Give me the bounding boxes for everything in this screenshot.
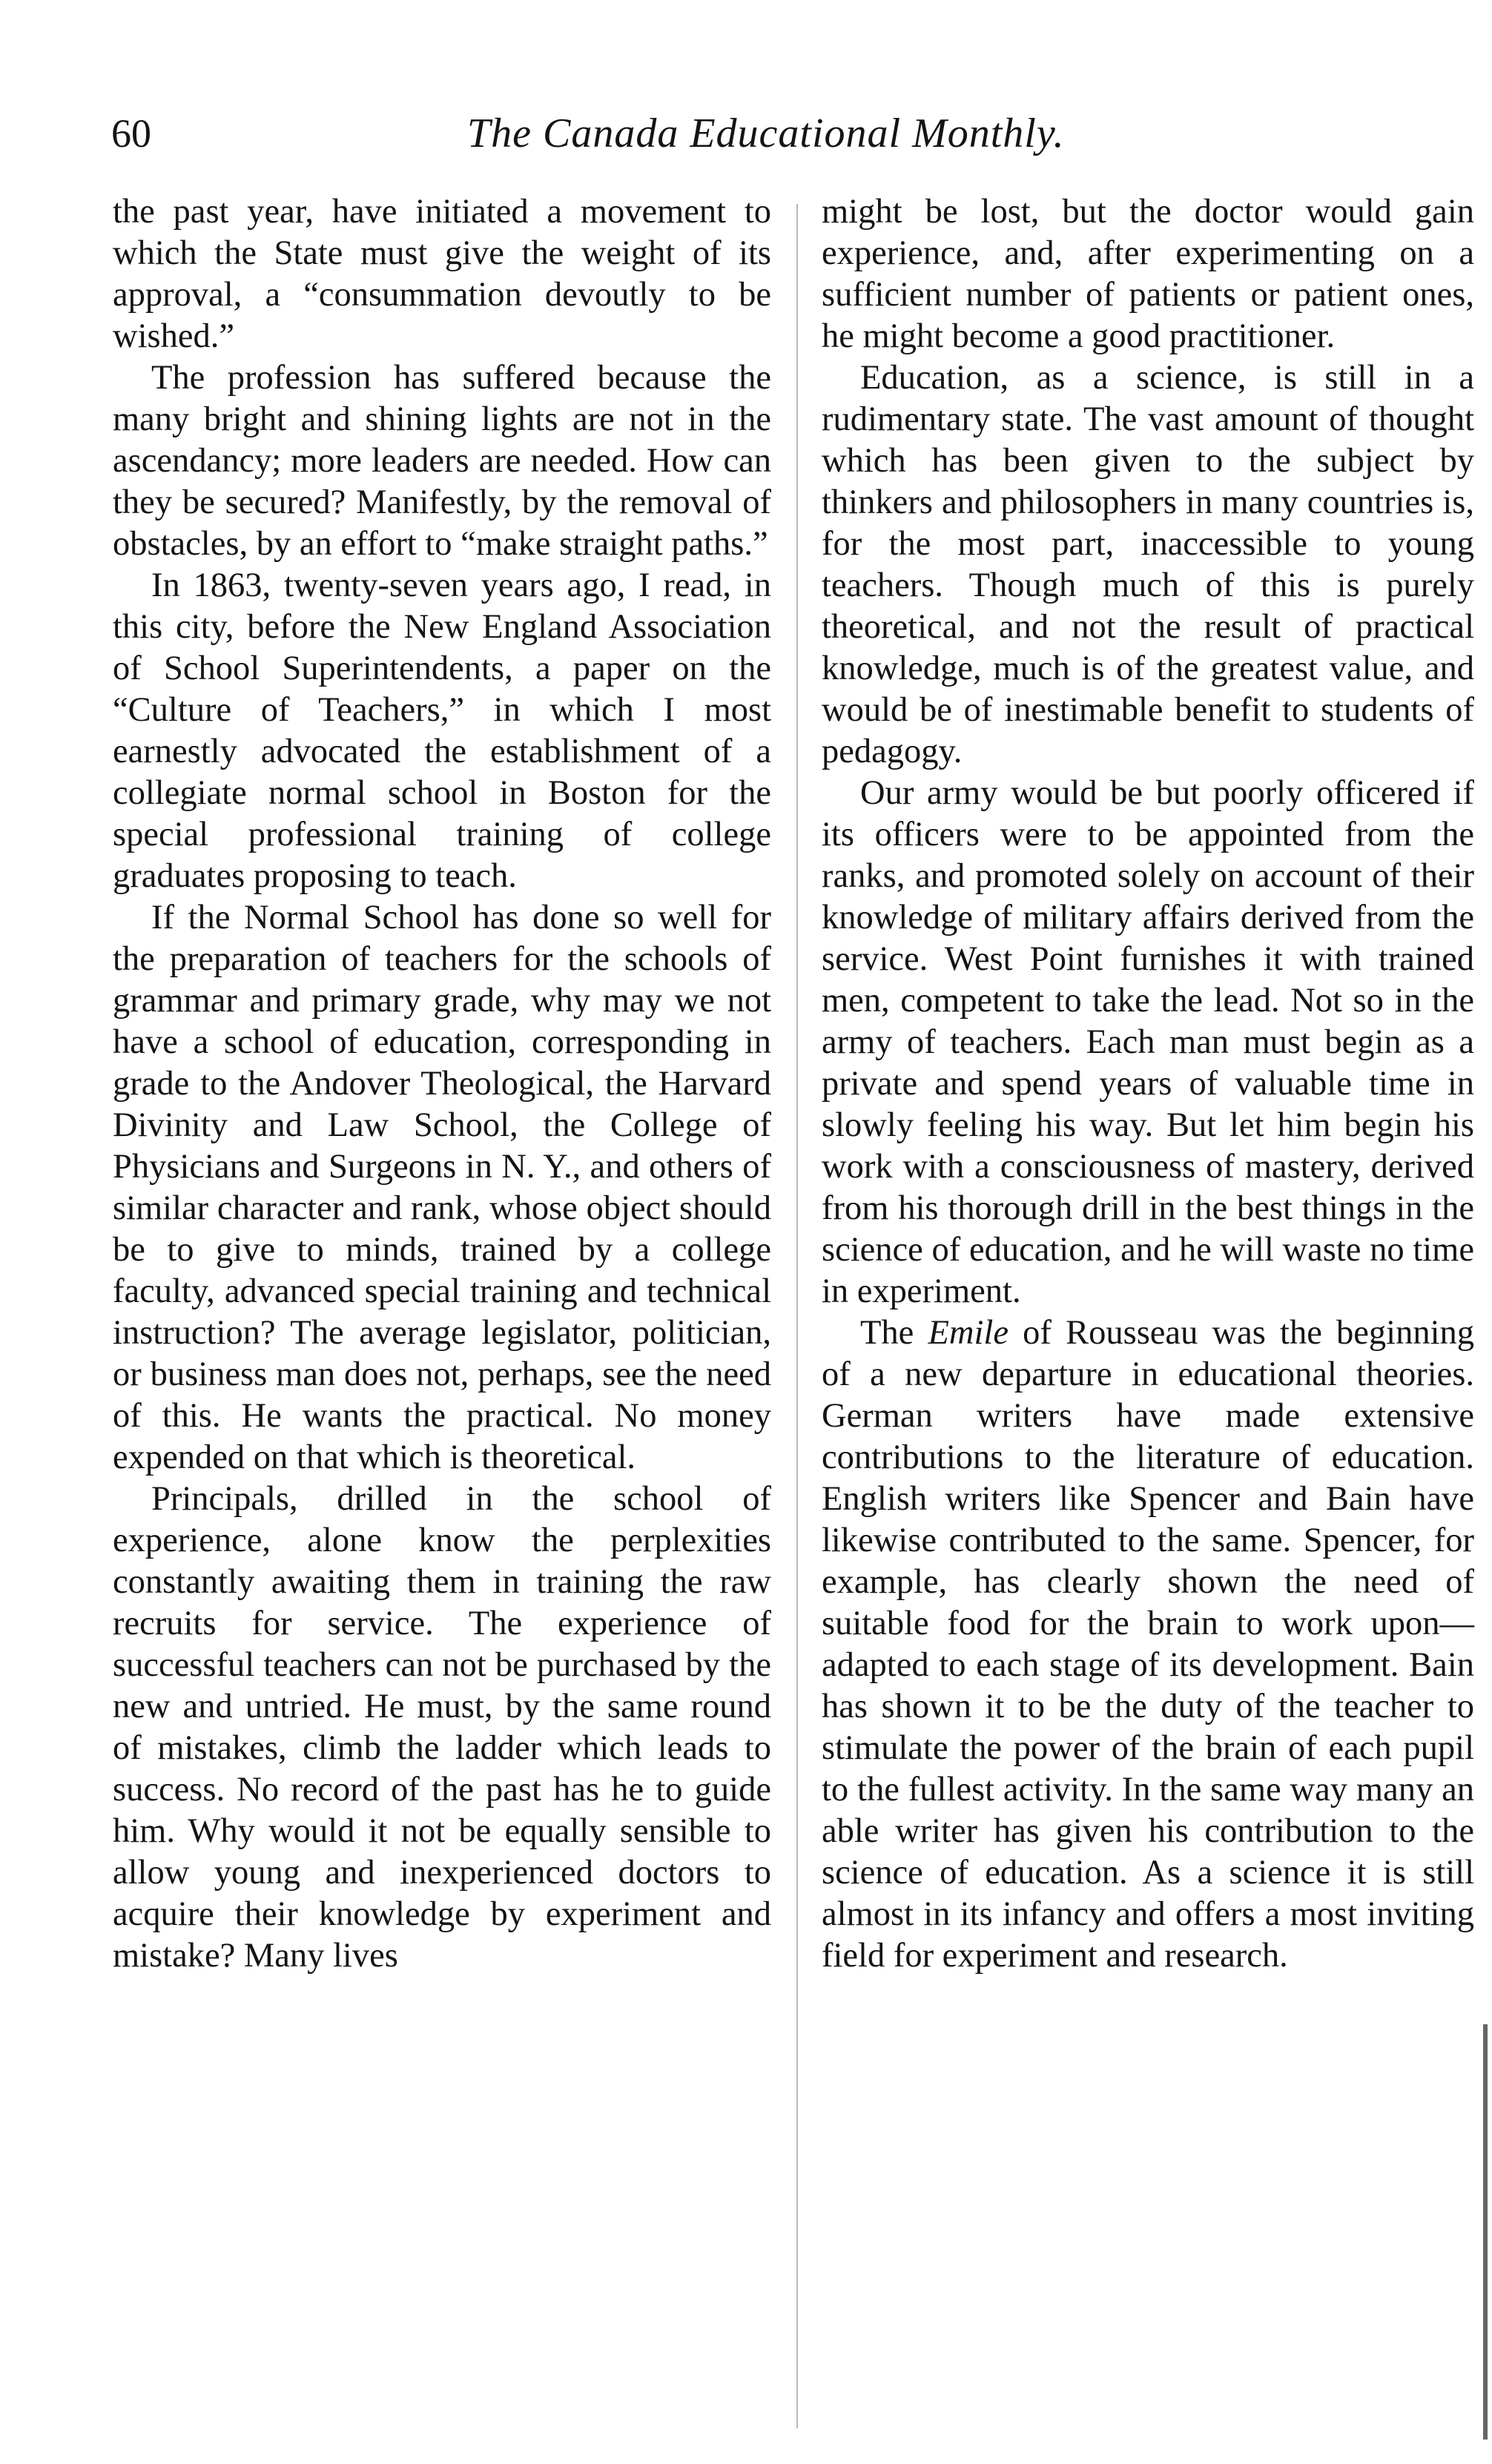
column-divider	[796, 204, 798, 2428]
left-column	[113, 191, 771, 1977]
running-title: The Canada Educational Monthly.	[467, 110, 1065, 156]
paragraph-continued: might be lost, but the doctor would gain experience, and, after experimenting on a sufficient number of patients or patient ones, he might become a good practitioner.	[822, 193, 1474, 355]
emile-title: Emile	[928, 1314, 1009, 1352]
paragraph-profession: The profession has suffered because the many bright and shining lights are not in the ascendancy; more leaders are needed. How can they be secured? Manifestly, by the removal of obstacles, by an effort to “make straight paths.”	[113, 359, 771, 563]
right-column	[822, 191, 1474, 1977]
emile-lead: The	[860, 1314, 928, 1352]
paragraph-education-science: Education, as a science, is still in a rudimentary state. The vast amount of thought which has been given to the subject by thinkers and philosophers in many countries is, for the most part, inaccessible to young teachers. Though much of this is purely theoretical, and not the result of practical knowledge, much is of the greatest value, and would be of inestimable benefit to students of pedagogy.	[822, 359, 1474, 770]
paragraph-principals: Principals, drilled in the school of experience, alone know the perplexities constantly awaiting them in training the raw recruits for service. The experience of successful teachers can not be purchased by the new and untried. He must, by the same round of mistakes, climb the ladder which leads to success. No record of the past has he to guide him. Why would it not be equally sensible to allow young and inexperienced doctors to acquire their knowledge by experiment and mistake? Many lives	[113, 1480, 771, 1975]
running-header	[111, 104, 1446, 163]
paragraph-normal-school: If the Normal School has done so well for the preparation of teachers for the schools of grammar and primary grade, why may we not have a school of education, corresponding in grade to the Andover Theological, the Harvard Divinity and Law School, the College of Physicians and Surgeons in N. Y., and others of similar character and rank, whose object should be to give to minds, trained by a college faculty, advanced special training and technical instruction? The average legislator, politician, or business man does not, perhaps, see the need of this. He wants the practical. No money expended on that which is theoretical.	[113, 899, 771, 1476]
page-edge-shadow	[1483, 2024, 1488, 2440]
paragraph-continued: the past year, have initiated a movement to which the State must give the weight of its approval, a “consummation devoutly to be wished.”	[113, 193, 771, 355]
paragraph-army: Our army would be but poorly officered if its officers were to be appointed from the ranks, and promoted solely on account of their knowledge of military affairs derived from the service. West Point furnishes it with trained men, competent to take the lead. Not so in the army of teachers. Each man must begin as a private and spend years of valuable time in slowly feeling his way. But let him begin his work with a consciousness of mastery, derived from his thorough drill in the best things in the science of education, and he will waste no time in experiment.	[822, 774, 1474, 1310]
paragraph-1863-paper: In 1863, twenty-seven years ago, I read, in this city, before the New England Association of School Superintendents, a paper on the “Culture of Teachers,” in which I most earnestly advocated the establishment of a collegiate normal school in Boston for the special professional training of college graduates proposing to teach.	[113, 567, 771, 895]
page-number: 60	[111, 111, 151, 156]
paragraph-emile	[822, 1312, 1474, 1977]
emile-body: of Rousseau was the beginning of a new departure in educational theories. German writers have made extensive contributions to the literature of education. English writers like Spencer and Bain have likewise contributed to the same. Spencer, for example, has clearly shown the need of suitable food for the brain to work upon—adapted to each stage of its development. Bain has shown it to be the duty of the teacher to stimulate the power of the brain of each pupil to the fullest activity. In the same way many an able writer has given his contribution to the science of education. As a science it is still almost in its infancy and offers a most inviting field for experiment and research.	[822, 1314, 1475, 1975]
